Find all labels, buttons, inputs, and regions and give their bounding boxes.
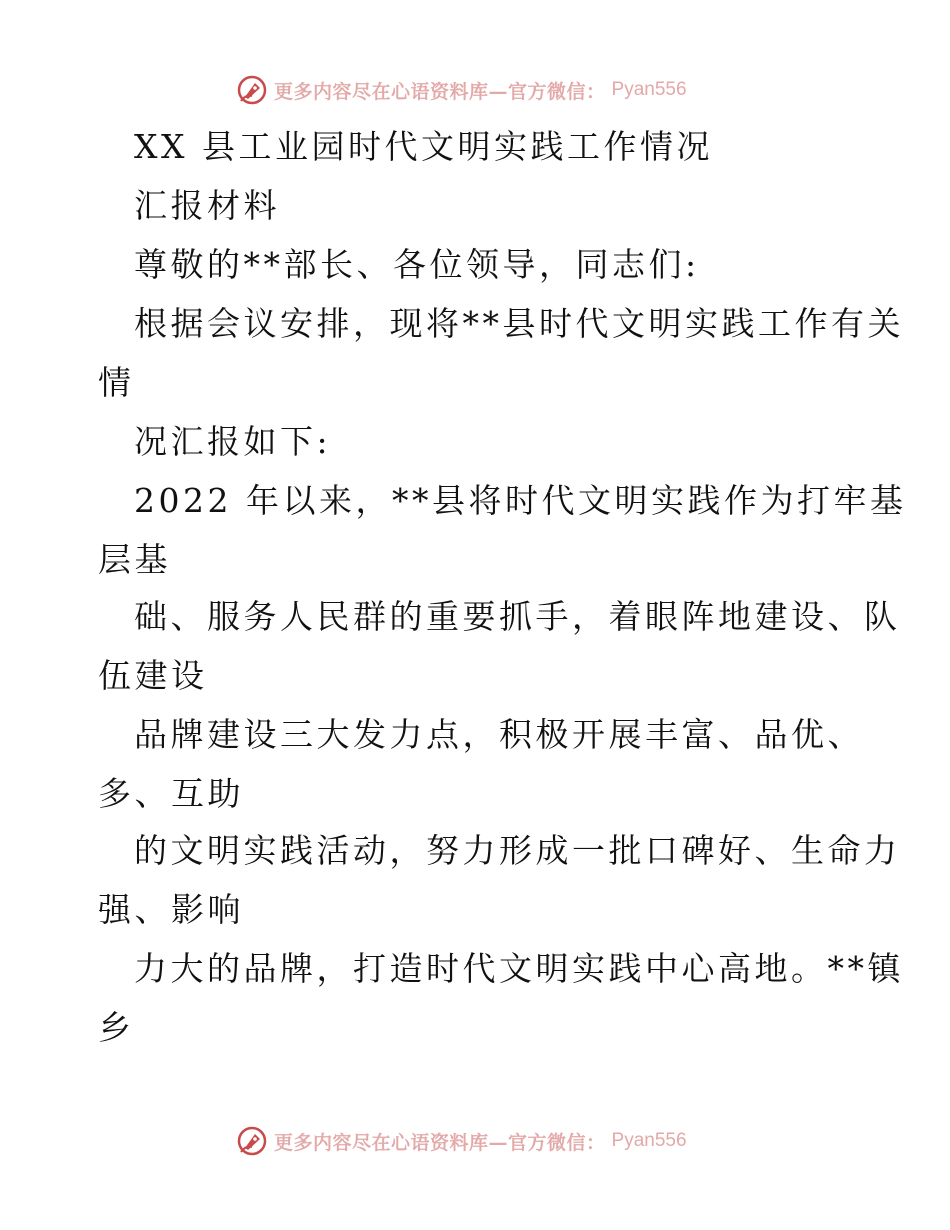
pen-nib-logo-icon <box>236 74 268 106</box>
document-subtitle: 汇报材料 <box>134 186 280 225</box>
header-watermark <box>236 73 687 107</box>
body-line: 多、互助 <box>98 774 244 813</box>
body-line: 2022 年以来，**县将时代文明实践作为打牢基 <box>134 481 907 520</box>
body-line: 的文明实践活动，努力形成一批口碑好、生命力 <box>134 831 901 870</box>
body-line: 层基 <box>98 540 171 579</box>
body-line: 力大的品牌，打造时代文明实践中心高地。**镇 <box>134 949 904 988</box>
body-line: 根据会议安排，现将**县时代文明实践工作有关 <box>134 304 904 343</box>
pen-nib-logo-icon <box>236 1125 268 1157</box>
body-line: 况汇报如下: <box>134 422 332 461</box>
body-line: 乡 <box>98 1008 135 1047</box>
document-title: XX 县工业园时代文明实践工作情况 <box>134 127 713 166</box>
watermark-text: 更多内容尽在心语资料库—官方微信： <box>274 80 606 103</box>
body-line: 品牌建设三大发力点，积极开展丰富、品优、 <box>134 715 864 754</box>
watermark-handle: Pyan556 <box>611 79 687 100</box>
footer-watermark <box>236 1124 687 1158</box>
body-line: 伍建设 <box>98 656 208 695</box>
body-line: 情 <box>98 363 135 402</box>
body-line: 强、影响 <box>98 890 244 929</box>
body-line: 础、服务人民群的重要抓手，着眼阵地建设、队 <box>134 597 901 636</box>
watermark-text: 更多内容尽在心语资料库—官方微信： <box>274 1131 606 1154</box>
salutation: 尊敬的**部长、各位领导，同志们: <box>134 245 700 284</box>
watermark-handle: Pyan556 <box>611 1130 687 1151</box>
